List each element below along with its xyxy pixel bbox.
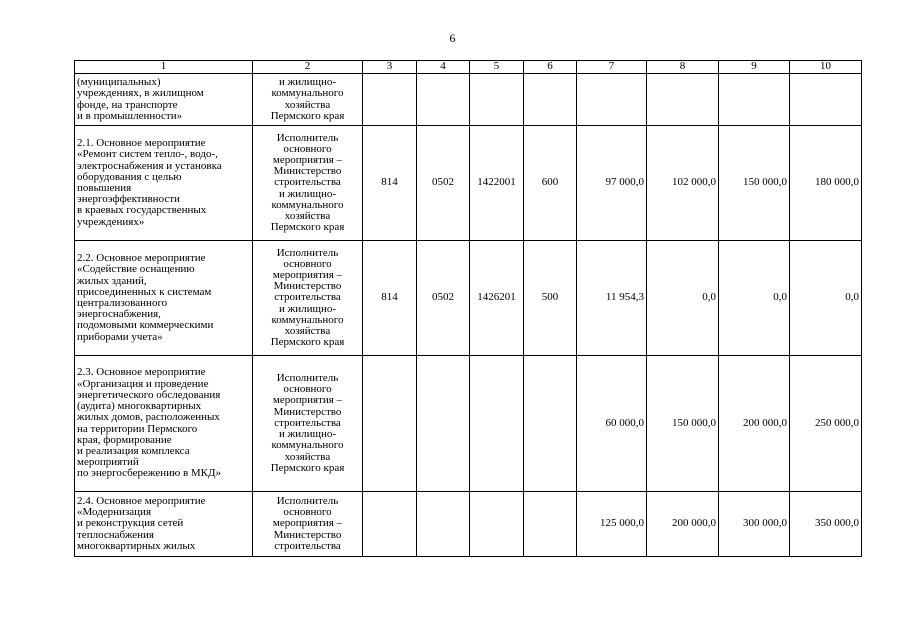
- expense-type-code: [524, 356, 577, 492]
- amount-cell: [647, 74, 719, 126]
- column-header: 1: [75, 61, 253, 74]
- program-table: [74, 60, 862, 557]
- measure-description: 2.1. Основное мероприятие «Ремонт систем тепло-, водо-, электроснабжения и установка оборудования с целью повышения энергоэффективности в краевых государственных учреждениях»: [75, 126, 253, 241]
- executor-cell: и жилищно- коммунального хозяйства Пермского края: [253, 74, 363, 126]
- amount-cell: 300 000,0: [719, 492, 790, 557]
- department-code: [363, 74, 417, 126]
- column-header: 7: [577, 61, 647, 74]
- amount-cell: 60 000,0: [577, 356, 647, 492]
- executor-cell: Исполнитель основного мероприятия – Министерство строительства и жилищно- коммунального хозяйства Пермского края: [253, 356, 363, 492]
- section-code: 0502: [417, 241, 470, 356]
- amount-cell: [577, 74, 647, 126]
- section-code: 0502: [417, 126, 470, 241]
- amount-cell: 150 000,0: [719, 126, 790, 241]
- column-header: 4: [417, 61, 470, 74]
- measure-description: 2.4. Основное мероприятие «Модернизация и реконструкция сетей теплоснабжения многоквартирных жилых: [75, 492, 253, 557]
- column-header: 8: [647, 61, 719, 74]
- amount-cell: 0,0: [719, 241, 790, 356]
- amount-cell: 125 000,0: [577, 492, 647, 557]
- amount-cell: 11 954,3: [577, 241, 647, 356]
- department-code: [363, 356, 417, 492]
- amount-cell: 350 000,0: [790, 492, 862, 557]
- target-article-code: [470, 492, 524, 557]
- table-row: [75, 126, 862, 241]
- expense-type-code: 600: [524, 126, 577, 241]
- executor-cell: Исполнитель основного мероприятия – Министерство строительства и жилищно- коммунального хозяйства Пермского края: [253, 241, 363, 356]
- table-row: [75, 356, 862, 492]
- section-code: [417, 356, 470, 492]
- expense-type-code: [524, 74, 577, 126]
- department-code: [363, 492, 417, 557]
- amount-cell: 102 000,0: [647, 126, 719, 241]
- executor-cell: Исполнитель основного мероприятия – Министерство строительства: [253, 492, 363, 557]
- table-row: [75, 74, 862, 126]
- table-row: [75, 241, 862, 356]
- department-code: 814: [363, 126, 417, 241]
- amount-cell: 200 000,0: [719, 356, 790, 492]
- measure-description: (муниципальных) учреждениях, в жилищном фонде, на транспорте и в промышленности»: [75, 74, 253, 126]
- table-row: [75, 492, 862, 557]
- target-article-code: [470, 356, 524, 492]
- column-header: 10: [790, 61, 862, 74]
- department-code: 814: [363, 241, 417, 356]
- section-code: [417, 74, 470, 126]
- amount-cell: 180 000,0: [790, 126, 862, 241]
- amount-cell: 250 000,0: [790, 356, 862, 492]
- target-article-code: [470, 74, 524, 126]
- column-header: 2: [253, 61, 363, 74]
- expense-type-code: [524, 492, 577, 557]
- column-header: 6: [524, 61, 577, 74]
- column-header: 3: [363, 61, 417, 74]
- measure-description: 2.3. Основное мероприятие «Организация и проведение энергетического обследования (аудита) многоквартирных жилых домов, расположенных на территории Пермского края, формирование и реализация комплекса мероприятий по энергосбережению в МКД»: [75, 356, 253, 492]
- column-header: 9: [719, 61, 790, 74]
- column-header: 5: [470, 61, 524, 74]
- expense-type-code: 500: [524, 241, 577, 356]
- amount-cell: [790, 74, 862, 126]
- amount-cell: 0,0: [790, 241, 862, 356]
- target-article-code: 1426201: [470, 241, 524, 356]
- amount-cell: [719, 74, 790, 126]
- amount-cell: 97 000,0: [577, 126, 647, 241]
- target-article-code: 1422001: [470, 126, 524, 241]
- measure-description: 2.2. Основное мероприятие «Содействие оснащению жилых зданий, присоединенных к системам централизованного энергоснабжения, подомовыми коммерческими приборами учета»: [75, 241, 253, 356]
- amount-cell: 150 000,0: [647, 356, 719, 492]
- amount-cell: 0,0: [647, 241, 719, 356]
- page-number: 6: [449, 31, 456, 45]
- amount-cell: 200 000,0: [647, 492, 719, 557]
- table-header-row: [75, 61, 862, 74]
- section-code: [417, 492, 470, 557]
- executor-cell: Исполнитель основного мероприятия – Министерство строительства и жилищно- коммунального хозяйства Пермского края: [253, 126, 363, 241]
